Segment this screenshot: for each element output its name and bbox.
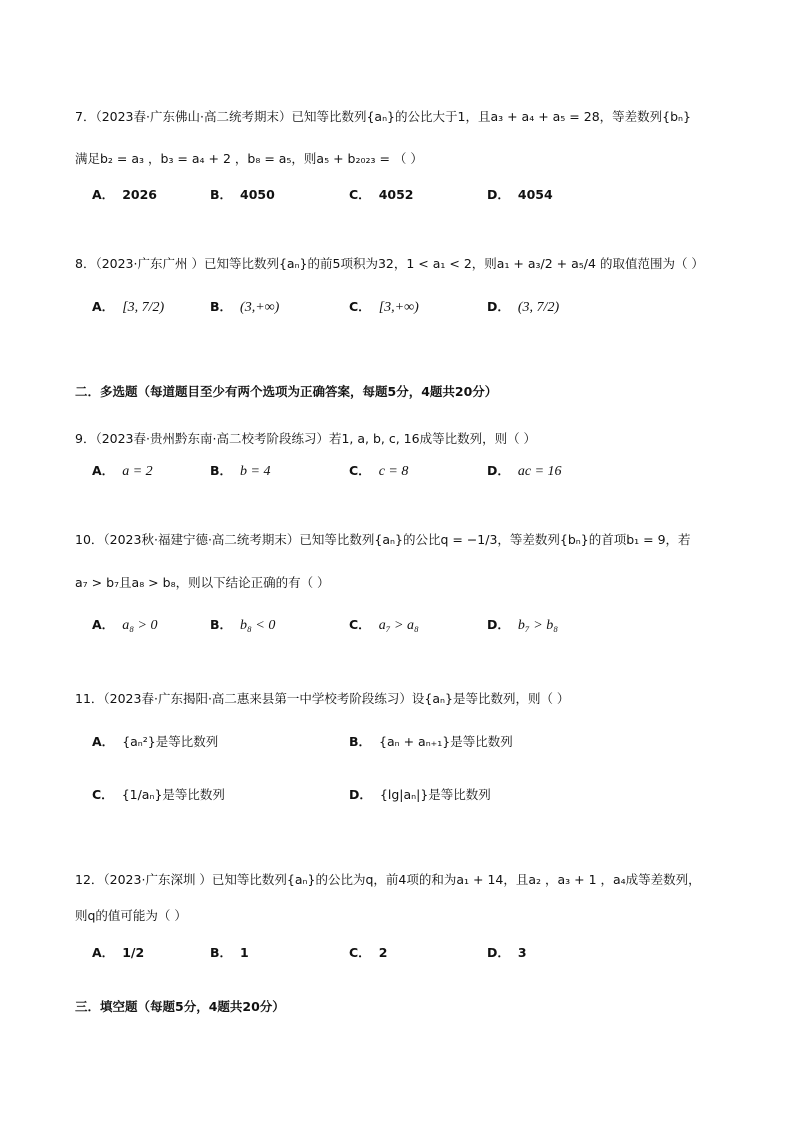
- option-text: [3,+∞): [378, 300, 419, 315]
- option-text: {lg|aₙ|}是等比数列: [379, 787, 491, 802]
- option-label: C．: [92, 787, 114, 802]
- option-text: {1/aₙ}是等比数列: [121, 787, 225, 802]
- option-label: D．: [487, 617, 510, 632]
- option-label: D．: [487, 187, 510, 202]
- option-text: (3,+∞): [240, 300, 280, 315]
- option-label: D．: [487, 945, 510, 960]
- q11-option-c: [92, 786, 225, 804]
- q8-stem-line1: 8．（2023·广东广州 ）已知等比数列{aₙ}的前5项积为32，1 < a₁ < 2，则a₁ + a₃/2 + a₅/4 的取值范围为（ ）: [75, 256, 704, 271]
- option-label: C．: [349, 463, 371, 478]
- option-text: 1: [240, 945, 249, 960]
- q7-option-a: [92, 186, 157, 204]
- q12-option-d: [487, 944, 527, 962]
- section-3-title: 三．填空题（每题5分，4题共20分）: [75, 999, 285, 1014]
- option-label: A．: [92, 463, 115, 478]
- option-label: B．: [210, 299, 233, 314]
- q10-stem-line1: 10．（2023秋·福建宁德·高二统考期末）已知等比数列{aₙ}的公比q = −1/3，等差数列{bₙ}的首项b₁ = 9，若: [75, 532, 691, 547]
- q10-option-b: [210, 616, 275, 635]
- q12-option-b: [210, 944, 249, 962]
- q9-option-a: [92, 462, 153, 481]
- q11-stem-line1: 11．（2023春·广东揭阳·高二惠来县第一中学校考阶段练习）设{aₙ}是等比数列，则（ ）: [75, 691, 570, 706]
- q9-option-b: [210, 462, 270, 481]
- option-label: C．: [349, 617, 371, 632]
- q11-option-a: [92, 733, 218, 751]
- option-text: b = 4: [240, 464, 271, 479]
- q12-option-a: [92, 944, 144, 962]
- option-label: B．: [349, 734, 372, 749]
- option-text: {aₙ + aₙ₊₁}是等比数列: [379, 734, 513, 749]
- q9-option-d: [487, 462, 562, 481]
- option-label: C．: [349, 945, 371, 960]
- option-text: 1/2: [122, 945, 145, 960]
- option-label: B．: [210, 463, 233, 478]
- q12-stem-line1: 12．（2023·广东深圳 ）已知等比数列{aₙ}的公比为q，前4项的和为a₁ + 14，且a₂ ，a₃ + 1 ，a₄成等差数列，: [75, 872, 701, 887]
- option-label: A．: [92, 187, 115, 202]
- q8-option-d: [487, 298, 559, 317]
- option-label: D．: [487, 299, 510, 314]
- option-text: a₇ > a₈: [378, 618, 419, 633]
- option-text: 4050: [240, 187, 275, 202]
- option-text: a₈ > 0: [122, 618, 158, 633]
- option-text: ac = 16: [517, 464, 562, 479]
- q9-stem-line1: 9．（2023春·贵州黔东南·高二校考阶段练习）若1, a, b, c, 16成等比数列，则（ ）: [75, 431, 537, 446]
- q7-stem-line2: 满足b₂ = a₃ ，b₃ = a₄ + 2 ，b₈ = a₅，则a₅ + b₂₀₂₃ = （ ）: [75, 151, 423, 166]
- q10-option-a: [92, 616, 158, 635]
- option-text: 4054: [517, 187, 553, 202]
- q11-option-d: [349, 786, 491, 804]
- option-label: D．: [487, 463, 510, 478]
- option-text: 2: [378, 945, 388, 960]
- option-label: B．: [210, 617, 233, 632]
- option-label: D．: [349, 787, 372, 802]
- option-text: a = 2: [122, 464, 153, 479]
- q8-option-a: [92, 298, 164, 317]
- q7-option-b: [210, 186, 275, 204]
- option-label: A．: [92, 299, 115, 314]
- q10-option-c: [349, 616, 419, 635]
- option-label: A．: [92, 617, 115, 632]
- option-text: 3: [517, 945, 527, 960]
- q11-option-b: [349, 733, 513, 751]
- option-text: b₇ > b₈: [517, 618, 559, 633]
- option-text: b₈ < 0: [240, 618, 276, 633]
- q8-option-b: [210, 298, 279, 317]
- option-label: A．: [92, 945, 115, 960]
- option-text: 2026: [122, 187, 157, 202]
- option-text: {aₙ²}是等比数列: [122, 734, 219, 749]
- q12-stem-line2: 则q的值可能为（ ）: [75, 908, 187, 923]
- option-label: A．: [92, 734, 115, 749]
- q10-stem-line2: a₇ > b₇且a₈ > b₈，则以下结论正确的有（ ）: [75, 575, 330, 590]
- option-label: C．: [349, 299, 371, 314]
- option-text: 4052: [378, 187, 414, 202]
- q7-option-d: [487, 186, 553, 204]
- q10-option-d: [487, 616, 558, 635]
- option-label: C．: [349, 187, 371, 202]
- option-label: B．: [210, 187, 233, 202]
- q7-stem-line1: 7．（2023春·广东佛山·高二统考期末）已知等比数列{aₙ}的公比大于1，且a₃ + a₄ + a₅ = 28，等差数列{bₙ}: [75, 109, 691, 124]
- q9-option-c: [349, 462, 408, 481]
- option-text: [3, 7/2): [122, 300, 165, 315]
- q7-option-c: [349, 186, 413, 204]
- section-2-title: 二．多选题（每道题目至少有两个选项为正确答案，每题5分，4题共20分）: [75, 384, 498, 399]
- option-text: (3, 7/2): [517, 300, 560, 315]
- option-label: B．: [210, 945, 233, 960]
- option-text: c = 8: [378, 464, 409, 479]
- q8-option-c: [349, 298, 419, 317]
- q12-option-c: [349, 944, 387, 962]
